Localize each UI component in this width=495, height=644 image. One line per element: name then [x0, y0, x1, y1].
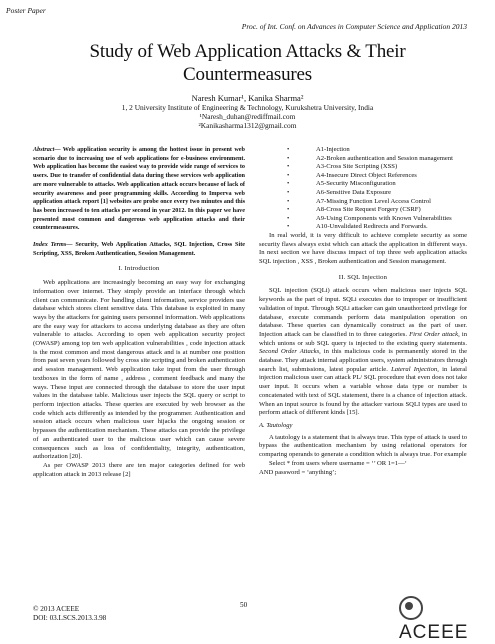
footer-left: [33, 605, 106, 623]
list-item: • A10-Unvalidated Redirects and Forwards.: [287, 223, 428, 231]
copyright: © 2013 ACEEE: [33, 605, 80, 613]
author-email-2: ²Kanikasharma1312@gmail.com: [198, 121, 297, 130]
term-lateral-injection: Lateral Injection,: [391, 365, 439, 373]
term-first-order: First Order attack,: [409, 330, 460, 338]
paper-title-line1: Study of Web Application Attacks & Their: [89, 41, 406, 62]
abstract-text: — Web application security is among the hottest issue in present web scenario due to increasing use of web applications for e-business environment. Web application has become the easiest way to provide wide range of services to users. Due to transfer of confidential data during these services web application are more vulnerable to attacks. Web application attack occurs because of lack of security awareness and poor programming skills. According to Imperva web application attack report [1] websites are probe once every two minutes and this has been increased to ten attacks per second in year 2012. In this paper we have presented most common and dangerous web application attacks and their countermeasures.: [33, 146, 245, 232]
subsection-heading-tautology: A. Tautology: [259, 422, 293, 429]
list-item: • A7-Missing Function Level Access Control: [287, 197, 432, 205]
running-header-right: Proc. of Int. Conf. on Advances in Computer Science and Application 2013: [241, 22, 467, 31]
tautology-paragraph: A tautology is a statement that is always true. This type of attack is used to bypass the authentication mechanism by using relational operators for comparing operands to generate a condition which is always true. For example: [259, 433, 467, 459]
list-item: • A1-Injection: [287, 146, 350, 153]
list-item: • A5-Security Misconfiguration: [287, 180, 396, 188]
affiliation: 1, 2 University Institute of Engineering & Technology, Kurukshetra University, India: [121, 103, 374, 112]
bullet-icon: •: [287, 188, 290, 196]
intro-paragraph-2: As per OWASP 2013 there are ten major categories defined for web application attack in 2013 release [2]: [33, 461, 245, 478]
page-number: 50: [240, 601, 248, 609]
list-item: • A2-Broken authentication and Session management: [287, 154, 453, 162]
bullet-icon: •: [287, 163, 290, 171]
publisher-logo: [399, 598, 495, 644]
bullet-icon: •: [287, 214, 290, 222]
bullet-icon: •: [287, 154, 290, 162]
section-heading-introduction: I. Introduction: [118, 265, 160, 273]
owasp-top-ten-list: [259, 146, 467, 232]
bullet-icon: •: [287, 197, 290, 205]
logo-text: ACEEE: [399, 622, 469, 643]
list-item: • A4-Insecure Direct Object References: [287, 171, 417, 179]
intro-paragraph-1: Web applications are increasingly becoming an easy way for exchanging information over internet. They simply provide an interface through which client can communicate. For handling client information, service providers use database which stores client sensitive data. This database is exploited in many ways by the attackers for gaining users personnel information. Web applications are the easy way for attackers to access underlying database as they are often vulnerable to attacks. According to open web application security project (OWASP) among top ten web application vulnerabilities , code injection attack is the most common and most dangerous attack and is at number one position from past seven years followed by cross site scripting and broken authentication and session management. Web application take input from the user through textboxes in the form of name , address , comment feedback and many the ways. These input are connected through the database to store the user input values in the database table. Malicious user injects the SQL query or script to perform injection attacks. These queries are executed by web browser as the code which acts differently as intended by the programmer. Authentication and session attack occurs when malicious user hijacks the ongoing session or bypasses the authentication mechanism. These attacks can provide the privilege of an authenticated user to the malicious user which can cause severe consequences such as loss of confidentiality, integrity, authentication, authorization [20].: [33, 279, 245, 461]
logo-icon: [399, 596, 423, 620]
running-header-left: Poster Paper: [6, 6, 46, 15]
bullet-icon: •: [287, 206, 290, 214]
author-list: Naresh Kumar¹, Kanika Sharma²: [191, 93, 304, 103]
bullet-icon: •: [287, 180, 290, 188]
section-heading-sql-injection: II. SQL Injection: [338, 273, 388, 281]
index-terms: [33, 241, 245, 258]
sql-example-line-2: AND password = ‘anything’;: [259, 468, 337, 476]
list-item: • A9-Using Components with Known Vulnerabilities: [287, 214, 452, 222]
list-item: • A6-Sensitive Data Exposure: [287, 188, 392, 196]
sql-example-line-1: Select * from users where username = ‘’ OR 1=1—‘: [269, 459, 407, 467]
paper-title-line2: Countermeasures: [183, 64, 312, 85]
list-item: • A8-Cross Site Request Forgery (CSRF): [287, 206, 421, 214]
term-second-order: Second Order Attacks,: [259, 348, 321, 356]
bullet-icon: •: [287, 223, 290, 231]
abstract-label: Abstract: [33, 146, 55, 153]
bullet-icon: •: [287, 146, 290, 153]
left-column: [33, 146, 245, 479]
right-column: [259, 146, 467, 477]
list-item: • A3-Cross Site Scripting (XSS): [287, 163, 398, 171]
index-terms-text: — Security, Web Application Attacks, SQL Injection, Cross Site Scripting, XSS, Broken Authentication, Session Management.: [33, 241, 245, 257]
bullet-icon: •: [287, 171, 290, 179]
doi: DOI: 03.LSCS.2013.3.98: [33, 614, 107, 622]
index-terms-label: Index Terms: [33, 241, 67, 249]
author-email-1: ¹Naresh_duhan@rediffmail.com: [199, 112, 296, 121]
paper-title: [0, 40, 495, 86]
sql-injection-paragraph: SQL injection (SQLi) attack occurs when malicious user injects SQL keywords as the part of input. SQLi executes due to improper or insufficient validation of input. Through SQLi attacker can gain unauthorized privilege for database, execute commands perform data manipulation operation on database. These queries can dynamically construct as the part of user. Injection attack can be classified in to three categories. First Order attack, in which unions or sub SQL query is injected to the existing query statements. Second Order Attacks, in this malicious code is permanently stored in the database. They attack internal application users, system administrators through search list, submissions, latest popular article. Lateral Injection, in lateral injection malicious user can attack PL/ SQL procedure that even does not take user input. It occurs when a variable whose data type or number is concatenated with text of SQL statement, there is a chance of injection attack. When an input source is found by the attacker various SQLI types are used to perform attack of different kinds [15].: [259, 287, 467, 417]
abstract: [33, 146, 245, 233]
after-list-paragraph: In real world, it is very difficult to achieve complete security as some security flaws always exist which can attack the application in different ways. In next section we have discuss impact of top three web application attacks SQL injection , XSS , Broken authentication and Session management.: [259, 231, 467, 266]
